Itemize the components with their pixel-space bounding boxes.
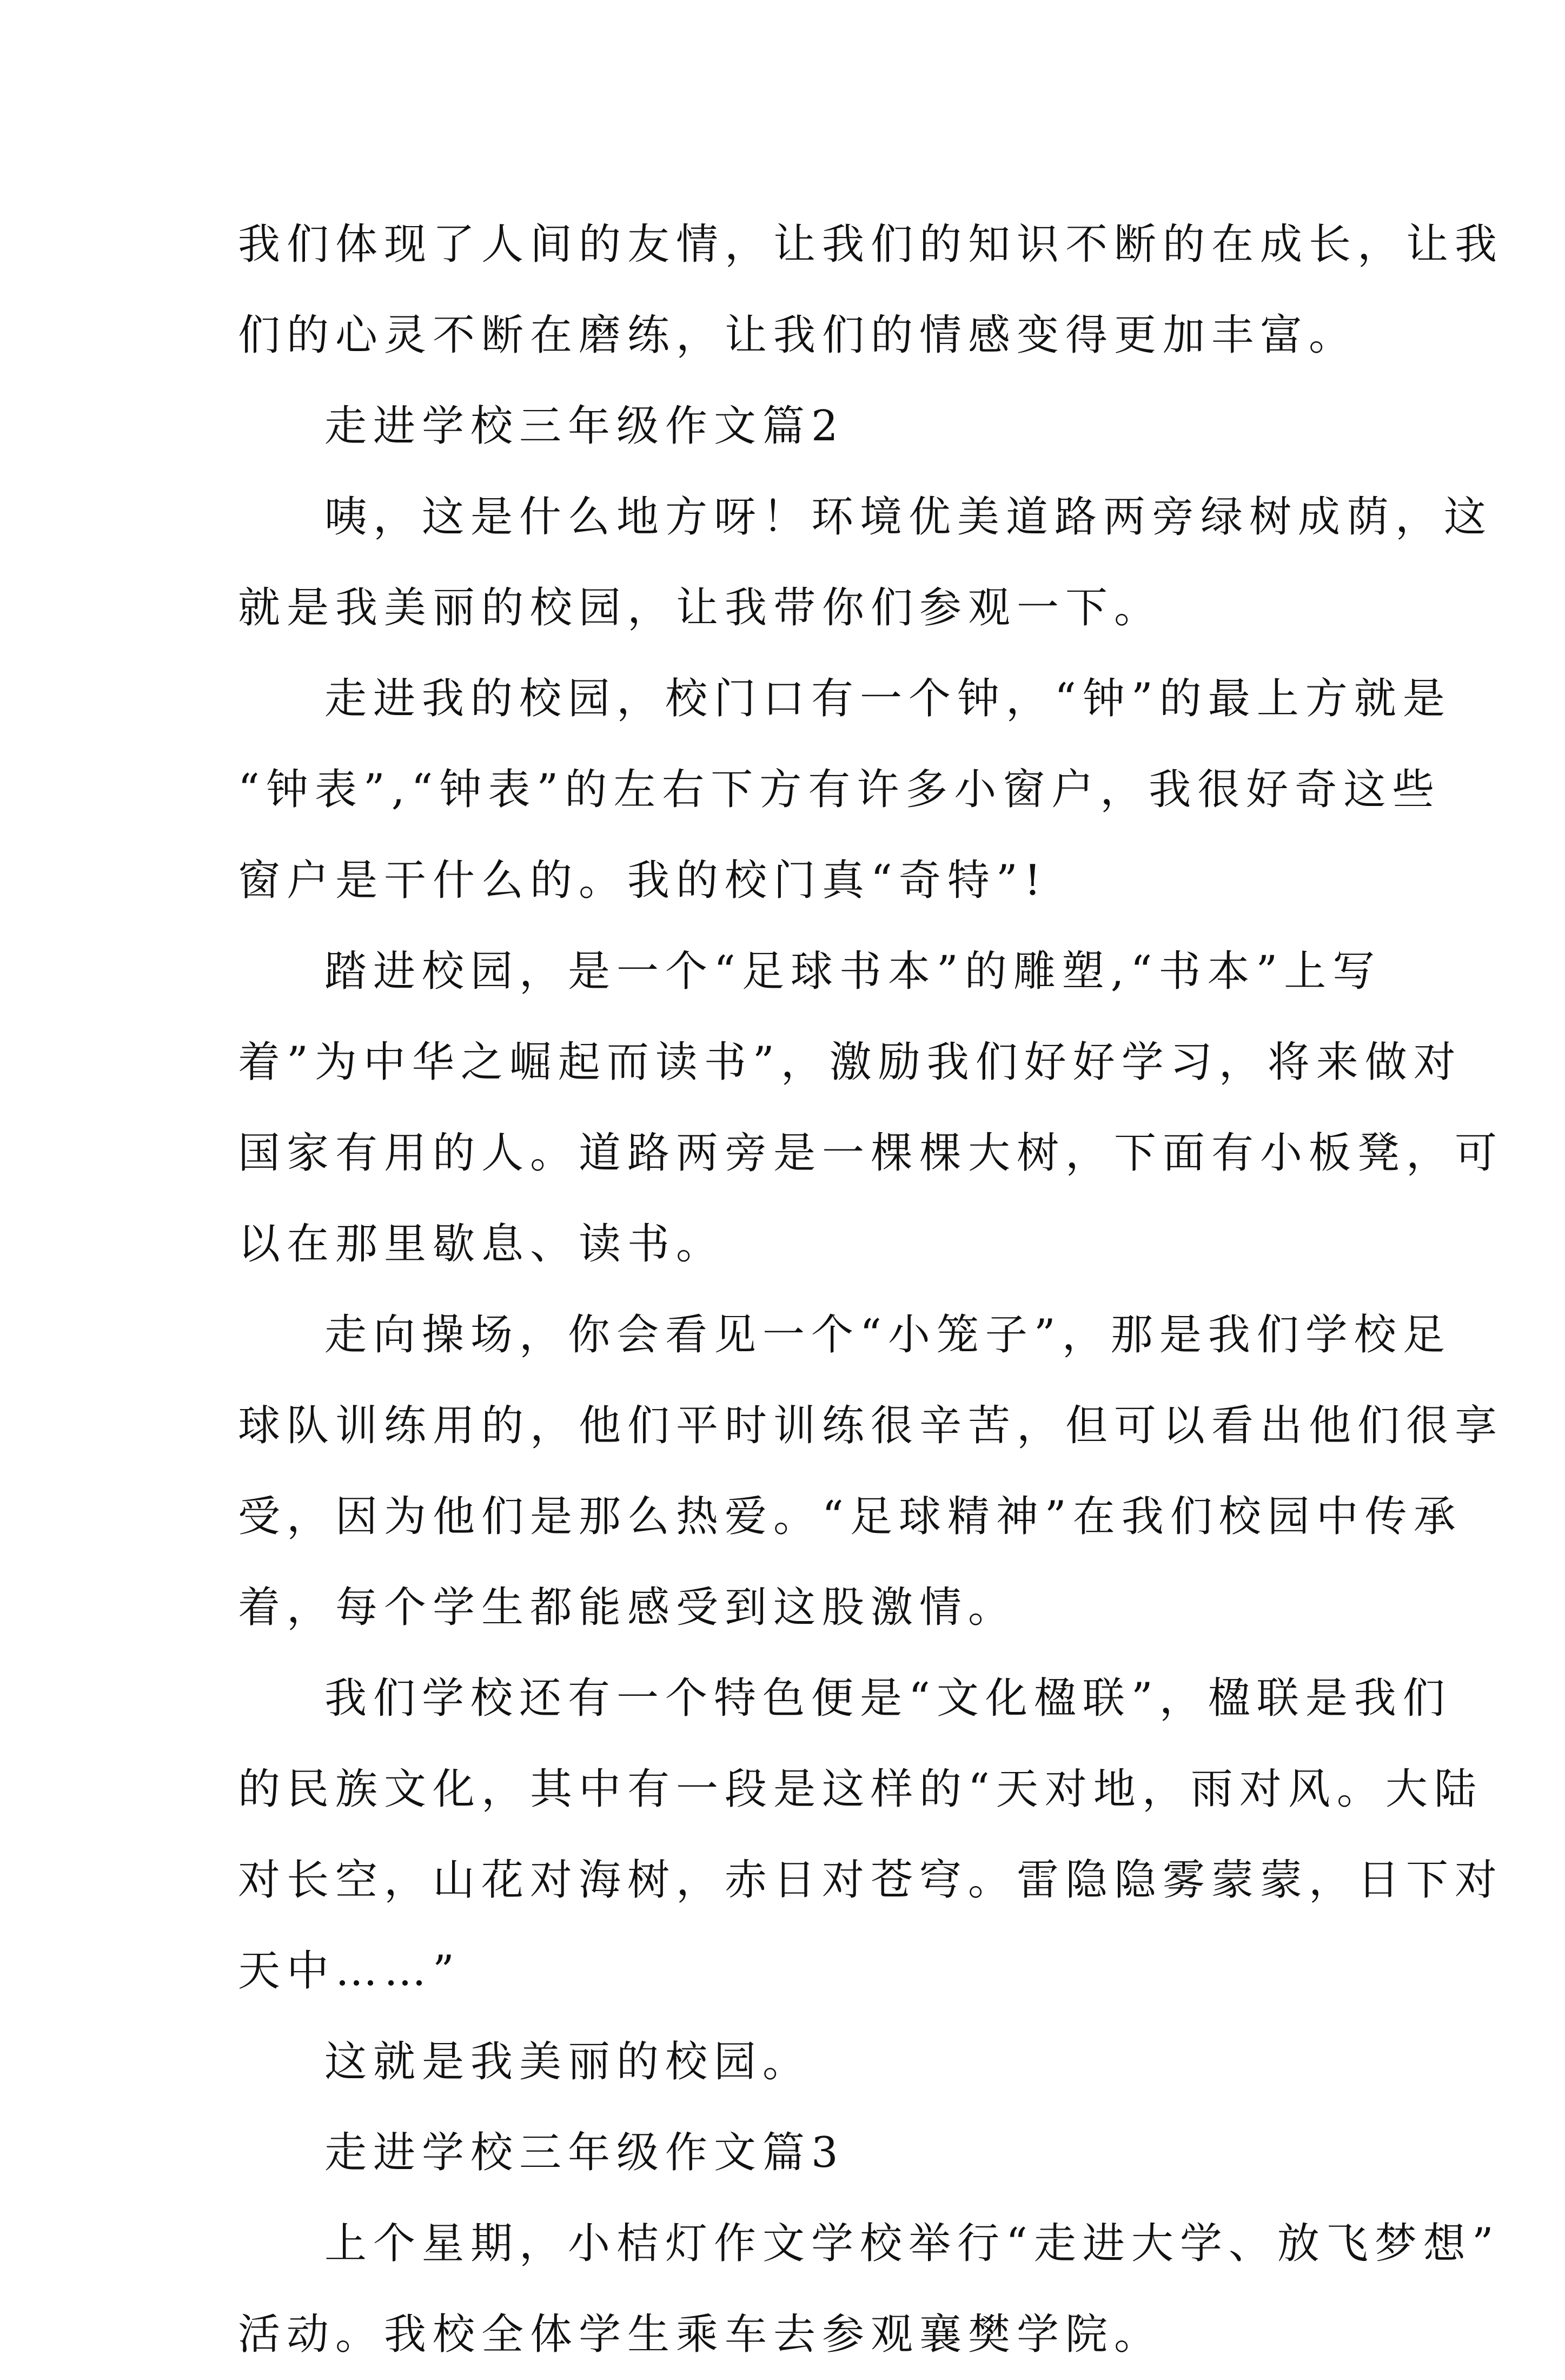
text-line: 我们学校还有一个特色便是“文化楹联”，楹联是我们 [324, 1674, 1451, 1723]
text-line: 以在那里歇息、读书。 [238, 1220, 725, 1268]
text-line: 走进我的校园，校门口有一个钟，“钟”的最上方就是 [324, 675, 1451, 723]
text-line: “钟表”,“钟表”的左右下方有许多小窗户，我很好奇这些 [238, 765, 1441, 814]
text-line: 活动。我校全体学生乘车去参观襄樊学院。 [238, 2310, 1163, 2359]
text-line: 受，因为他们是那么热爱。“足球精神”在我们校园中传承 [238, 1492, 1462, 1541]
text-line: 就是我美丽的校园，让我带你们参观一下。 [238, 584, 1163, 632]
text-line: 着，每个学生都能感受到这股激情。 [238, 1583, 1017, 1632]
document-body [238, 199, 1504, 2380]
text-line: 着”为中华之崛起而读书”，激励我们好好学习，将来做对 [238, 1038, 1462, 1087]
text-line: 的民族文化，其中有一段是这样的“天对地，雨对风。大陆 [238, 1765, 1483, 1814]
text-line: 踏进校园，是一个“足球书本”的雕塑,“书本”上写 [324, 947, 1382, 996]
section-heading: 走进学校三年级作文篇3 [324, 2128, 845, 2177]
text-line: 上个星期，小桔灯作文学校举行“走进大学、放飞梦想” [324, 2219, 1500, 2268]
text-line: 天中……” [238, 1947, 461, 1995]
text-line: 球队训练用的，他们平时训练很辛苦，但可以看出他们很享 [238, 1401, 1504, 1450]
section-heading: 走进学校三年级作文篇2 [324, 402, 845, 451]
text-line: 们的心灵不断在磨练，让我们的情感变得更加丰富。 [238, 311, 1358, 360]
text-line: 国家有用的人。道路两旁是一棵棵大树，下面有小板凳，可 [238, 1129, 1504, 1178]
text-line: 咦，这是什么地方呀！环境优美道路两旁绿树成荫，这 [324, 493, 1493, 541]
text-line: 这就是我美丽的校园。 [324, 2038, 812, 2086]
text-line: 窗户是干什么的。我的校门真“奇特”! [238, 856, 1048, 905]
text-line: 走向操场，你会看见一个“小笼子”，那是我们学校足 [324, 1311, 1451, 1359]
text-line: 我们体现了人间的友情，让我们的知识不断的在成长，让我 [238, 220, 1504, 269]
text-line: 对长空，山花对海树，赤日对苍穹。雷隐隐雾蒙蒙，日下对 [238, 1856, 1504, 1905]
